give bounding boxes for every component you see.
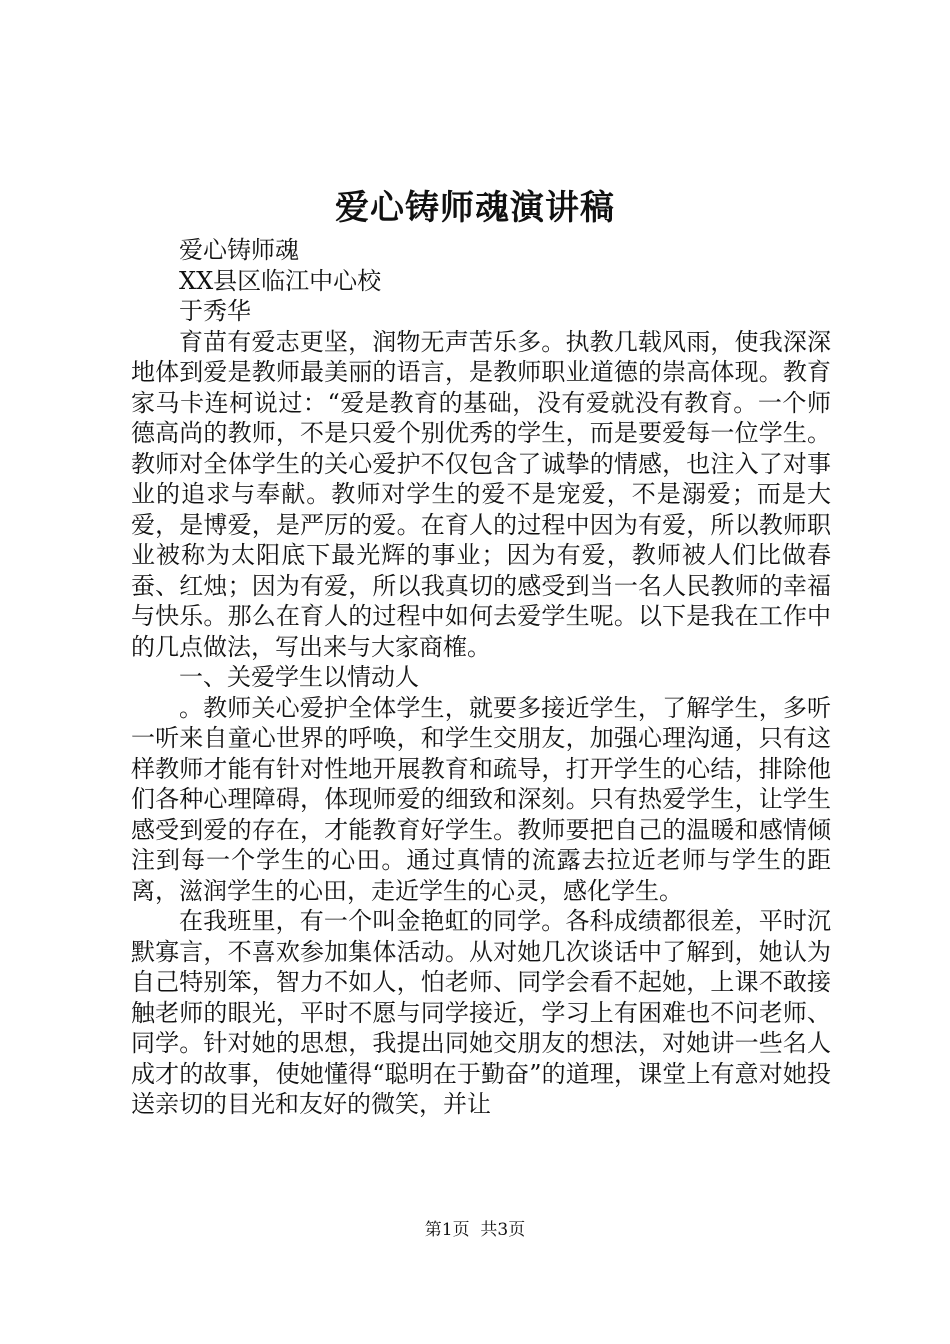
- subtitle-line: 爱心铸师魂: [179, 236, 299, 264]
- page-number: 第1页: [424, 1220, 470, 1240]
- author-line: 于秀华: [179, 297, 251, 325]
- total-pages: 共3页: [480, 1220, 526, 1240]
- body-paragraph: 育苗有爱志更坚，润物无声苦乐多。执教几载风雨，使我深深地体到爱是教师最美丽的语言，是教师职业道德的崇高体现。教育家马卡连柯说过：“爱是教育的基础，没有爱就没有教育。一个师德高尚的教师，不是只爱个别优秀的学生，而是要爱每一位学生。教师对全体学生的关心爱护不仅包含了诚挚的情感，也注入了对事业的追求与奉献。教师对学生的爱不是宠爱，不是溺爱；而是大爱，是博爱，是严厉的爱。在育人的过程中因为有爱，所以教师职业被称为太阳底下最光辉的事业；因为有爱，教师被人们比做春蚕、红烛；因为有爱，所以我真切的感受到当一名人民教师的幸福与快乐。那么在育人的过程中如何去爱学生呢。以下是我在工作中的几点做法，写出来与大家商榷。: [131, 327, 831, 661]
- body-paragraph: 。教师关心爱护全体学生，就要多接近学生，了解学生，多听一听来自童心世界的呼唤，和学生交朋友，加强心理沟通，只有这样教师才能有针对性地开展教育和疏导，打开学生的心结，排除他们各种心理障碍，体现师爱的细致和深刻。只有热爱学生，让学生感受到爱的存在，才能教育好学生。教师要把自己的温暖和感情倾注到每一个学生的心田。通过真情的流露去拉近老师与学生的距离，滋润学生的心田，走近学生的心灵，感化学生。: [131, 693, 831, 905]
- page-footer: [0, 1218, 950, 1242]
- body-paragraph: 在我班里，有一个叫金艳虹的同学。各科成绩都很差，平时沉默寡言，不喜欢参加集体活动。从对她几次谈话中了解到，她认为自己特别笨，智力不如人，怕老师、同学会看不起她，上课不敢接触老师的眼光，平时不愿与同学接近，学习上有困难也不问老师、同学。针对她的思想，我提出同她交朋友的想法，对她讲一些名人成才的故事，使她懂得“聪明在于勤奋”的道理，课堂上有意对她投送亲切的目光和友好的微笑，并让: [131, 907, 831, 1118]
- section-heading: 一、关爱学生以情动人: [179, 663, 419, 691]
- document-title: 爱心铸师魂演讲稿: [335, 188, 615, 228]
- document-body: [131, 235, 831, 1120]
- school-line: XX县区临江中心校: [179, 266, 382, 295]
